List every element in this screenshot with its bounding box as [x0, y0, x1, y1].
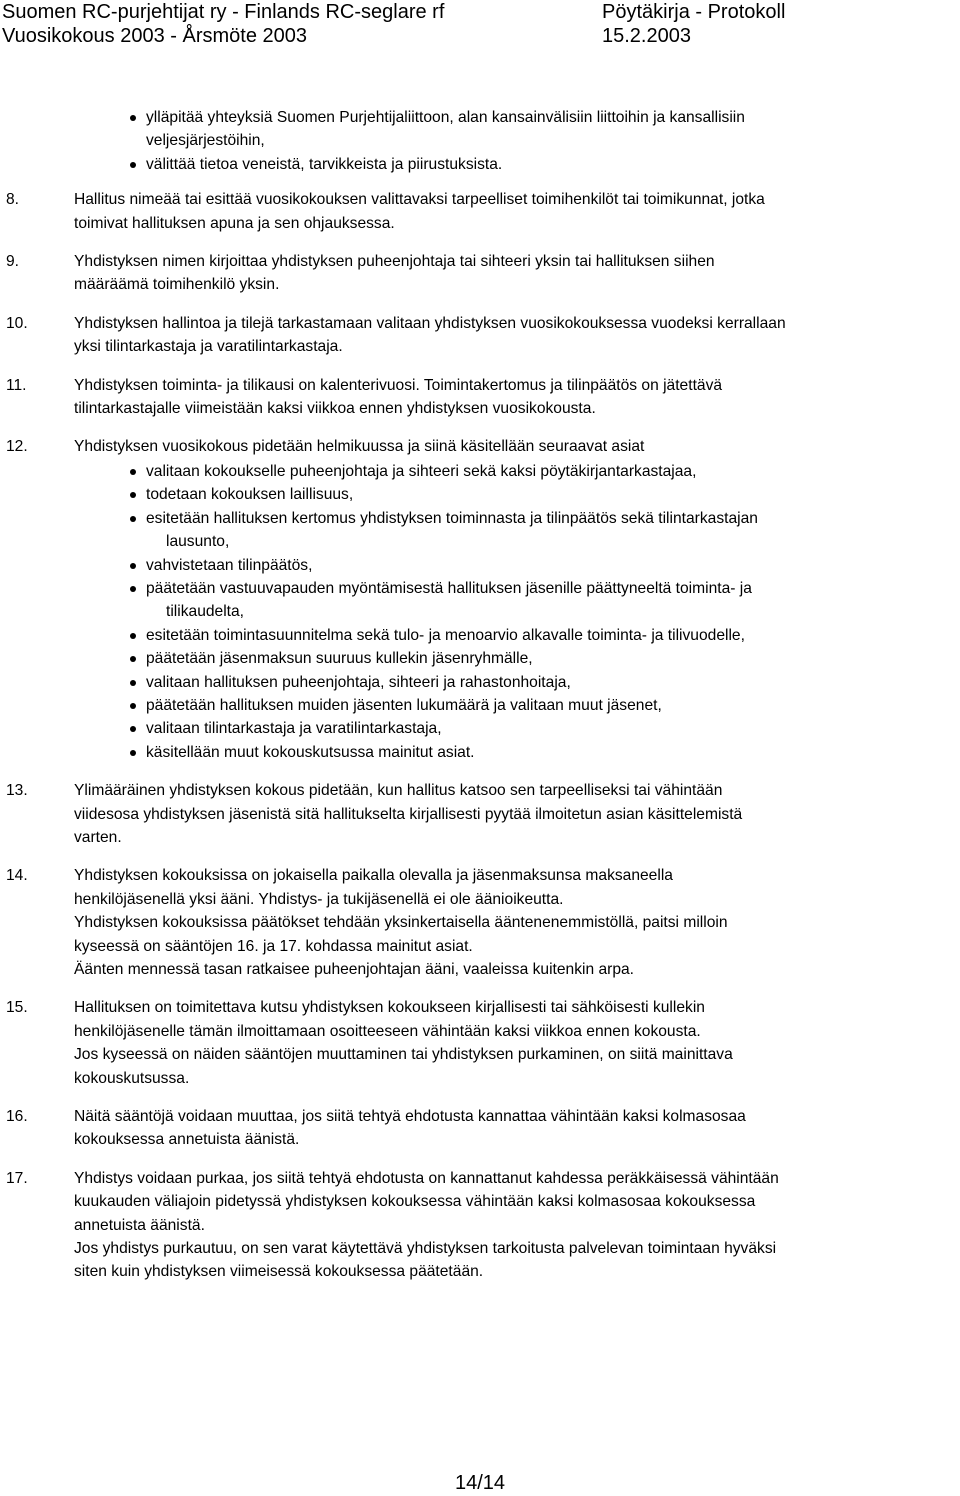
- bullet-list: [126, 460, 956, 764]
- section-13: [0, 779, 960, 849]
- section-number: 12.: [6, 438, 28, 456]
- header-row-1: [2, 0, 958, 24]
- bullet-item: [126, 647, 956, 670]
- section-12: [0, 435, 960, 764]
- text-line: valitaan kokoukselle puheenjohtaja ja sihteeri sekä kaksi pöytäkirjantarkastajaa,: [146, 462, 697, 480]
- org-title: Suomen RC-purjehtijat ry - Finlands RC-seglare rf: [2, 1, 445, 23]
- bullet-icon: [130, 162, 136, 168]
- bullet-icon: [130, 750, 136, 756]
- bullet-icon: [130, 563, 136, 569]
- document-body: [0, 106, 960, 1284]
- text-line: veljesjärjestöihin,: [146, 132, 265, 150]
- header-row-2: [2, 24, 958, 48]
- section-11: [0, 374, 960, 421]
- section-text: [74, 779, 956, 849]
- text-line: kyseessä on sääntöjen 16. ja 17. kohdassa mainitut asiat.: [74, 937, 473, 955]
- text-line: lausunto,: [166, 533, 230, 551]
- text-line: Hallitus nimeää tai esittää vuosikokouksen valittavaksi tarpeelliset toimihenkilöt tai toimikunnat, jotka: [74, 191, 765, 209]
- text-line: kokouskutsussa.: [74, 1069, 190, 1087]
- text-line: Yhdistyksen kokouksissa on jokaisella paikalla olevalla ja jäsenmaksunsa maksaneella: [74, 867, 673, 885]
- bullet-item: [126, 554, 956, 577]
- bullet-icon: [130, 726, 136, 732]
- section-number: 17.: [6, 1169, 28, 1187]
- bullet-icon: [130, 516, 136, 522]
- text-line: Jos kyseessä on näiden sääntöjen muuttaminen tai yhdistyksen purkaminen, on siitä mainittava: [74, 1046, 733, 1064]
- text-line: päätetään jäsenmaksun suuruus kullekin jäsenryhmälle,: [146, 650, 533, 668]
- text-line: Yhdistyksen vuosikokous pidetään helmikuussa ja siinä käsitellään seuraavat asiat: [74, 438, 645, 456]
- text-line: toimivat hallituksen apuna ja sen ohjauksessa.: [74, 214, 395, 232]
- text-line: vahvistetaan tilinpäätös,: [146, 556, 313, 574]
- bullet-item: [126, 507, 956, 554]
- section-text: [74, 188, 956, 235]
- text-line: Yhdistyksen toiminta- ja tilikausi on kalenterivuosi. Toimintakertomus ja tilinpäätös on jätettävä: [74, 376, 723, 394]
- text-line: päätetään vastuuvapauden myöntämisestä hallituksen jäsenille päättyneeltä toiminta- ja: [146, 579, 752, 597]
- bullet-item: [126, 106, 960, 153]
- section-text: [74, 864, 956, 981]
- section-number: 14.: [6, 867, 28, 885]
- bullet-icon: [130, 492, 136, 498]
- bullet-item: [126, 153, 960, 176]
- text-line: Ylimääräinen yhdistyksen kokous pidetään, kun hallitus katsoo sen tarpeelliseksi tai vähintään: [74, 782, 723, 800]
- bullet-item: [126, 741, 956, 764]
- section-number: 8.: [6, 191, 20, 209]
- bullet-icon: [130, 680, 136, 686]
- bullet-icon: [130, 469, 136, 475]
- text-line: Äänten mennessä tasan ratkaisee puheenjohtajan ääni, vaaleissa kuitenkin arpa.: [74, 961, 635, 978]
- section-16: [0, 1105, 960, 1152]
- bullet-icon: [130, 586, 136, 592]
- section-number: 13.: [6, 782, 28, 800]
- bullet-item: [126, 671, 956, 694]
- page-header: [2, 0, 958, 48]
- section-number: 11.: [6, 376, 27, 394]
- meeting-date: 15.2.2003: [602, 25, 691, 47]
- text-line: ylläpitää yhteyksiä Suomen Purjehtijaliittoon, alan kansainvälisiin liittoihin ja kansallisiin: [146, 109, 745, 126]
- text-line: Jos yhdistys purkautuu, on sen varat käytettävä yhdistyksen tarkoitusta palvelevan toimintaan hyväksi: [74, 1240, 777, 1258]
- section-text: [74, 435, 956, 458]
- section-number: 15.: [6, 999, 28, 1017]
- text-line: annetuista äänistä.: [74, 1216, 205, 1234]
- section-number: 10.: [6, 314, 28, 332]
- bullet-icon: [130, 656, 136, 662]
- bullet-icon: [130, 703, 136, 709]
- text-line: tilikaudelta,: [166, 603, 245, 621]
- text-line: Hallituksen on toimitettava kutsu yhdistyksen kokoukseen kirjallisesti tai sähköisesti kullekin: [74, 999, 705, 1017]
- section-8: [0, 188, 960, 235]
- section-14: [0, 864, 960, 981]
- meeting-title: Vuosikokous 2003 - Årsmöte 2003: [2, 25, 307, 47]
- text-line: valitaan hallituksen puheenjohtaja, sihteeri ja rahastonhoitaja,: [146, 673, 571, 691]
- text-line: päätetään hallituksen muiden jäsenten lukumäärä ja valitaan muut jäsenet,: [146, 696, 662, 714]
- text-line: varten.: [74, 828, 122, 846]
- section-15: [0, 996, 960, 1090]
- section-text: [74, 374, 956, 421]
- bullet-item: [126, 717, 956, 740]
- text-line: todetaan kokouksen laillisuus,: [146, 486, 354, 504]
- text-line: kuukauden väliajoin pidetyssä yhdistyksen kokouksessa vähintään kaksi kolmasosaa kokouksessa: [74, 1193, 756, 1211]
- bullet-item: [126, 460, 956, 483]
- text-line: henkilöjäsenelle tämän ilmoittamaan osoitteeseen vähintään kaksi viikkoa ennen kokousta.: [74, 1022, 701, 1040]
- bullet-list: [0, 106, 960, 176]
- document-type: Pöytäkirja - Protokoll: [602, 1, 786, 23]
- text-line: käsitellään muut kokouskutsussa mainitut asiat.: [146, 743, 475, 761]
- page-number: 14/14: [454, 1472, 506, 1494]
- text-line: henkilöjäsenellä yksi ääni. Yhdistys- ja tukijäsenellä ei ole äänioikeutta.: [74, 890, 564, 908]
- text-line: Näitä sääntöjä voidaan muuttaa, jos siitä tehtyä ehdotusta kannattaa vähintään kaksi kolmasosaa: [74, 1108, 746, 1126]
- text-line: Yhdistys voidaan purkaa, jos siitä tehtyä ehdotusta on kannattanut kahdessa peräkkäisessä vähintään: [74, 1169, 779, 1187]
- text-line: yksi tilintarkastaja ja varatilintarkastaja.: [74, 338, 343, 356]
- bullet-icon: [130, 115, 136, 121]
- text-line: esitetään hallituksen kertomus yhdistyksen toiminnasta ja tilinpäätös sekä tilintarkastajan: [146, 509, 758, 527]
- section-text: [74, 312, 956, 359]
- section-10: [0, 312, 960, 359]
- section-number: 16.: [6, 1108, 28, 1126]
- text-line: tilintarkastajalle viimeistään kaksi viikkoa ennen yhdistyksen vuosikokousta.: [74, 400, 596, 418]
- text-line: määräämä toimihenkilö yksin.: [74, 276, 280, 294]
- text-line: välittää tietoa veneistä, tarvikkeista ja piirustuksista.: [146, 155, 503, 173]
- section-text: [74, 996, 956, 1090]
- bullet-item: [126, 624, 956, 647]
- bullet-item: [126, 577, 956, 624]
- text-line: viidesosa yhdistyksen jäsenistä sitä hallitukselta kirjallisesti pyytää ilmoitetun asian käsittelemistä: [74, 805, 743, 823]
- bullet-item: [126, 483, 956, 506]
- bullet-item: [126, 694, 956, 717]
- text-line: Yhdistyksen hallintoa ja tilejä tarkastamaan valitaan yhdistyksen vuosikokouksessa vuodeksi kerrallaan: [74, 314, 786, 332]
- section-number: 9.: [6, 253, 20, 271]
- bullet-icon: [130, 633, 136, 639]
- text-line: valitaan tilintarkastaja ja varatilintarkastaja,: [146, 720, 442, 738]
- text-line: siten kuin yhdistyksen viimeisessä kokouksessa päätetään.: [74, 1263, 484, 1281]
- text-line: esitetään toimintasuunnitelma sekä tulo- ja menoarvio alkavalle toiminta- ja tilivuodelle,: [146, 626, 745, 644]
- text-line: Yhdistyksen kokouksissa päätökset tehdään yksinkertaisella ääntenenemmistöllä, paitsi milloin: [74, 914, 728, 932]
- section-text: [74, 1105, 956, 1152]
- section-9: [0, 250, 960, 297]
- section-text: [74, 1167, 956, 1284]
- text-line: Yhdistyksen nimen kirjoittaa yhdistyksen puheenjohtaja tai sihteeri yksin tai hallituksen siihen: [74, 253, 715, 271]
- section-text: [74, 250, 956, 297]
- section-17: [0, 1167, 960, 1284]
- text-line: kokouksessa annetuista äänistä.: [74, 1131, 300, 1149]
